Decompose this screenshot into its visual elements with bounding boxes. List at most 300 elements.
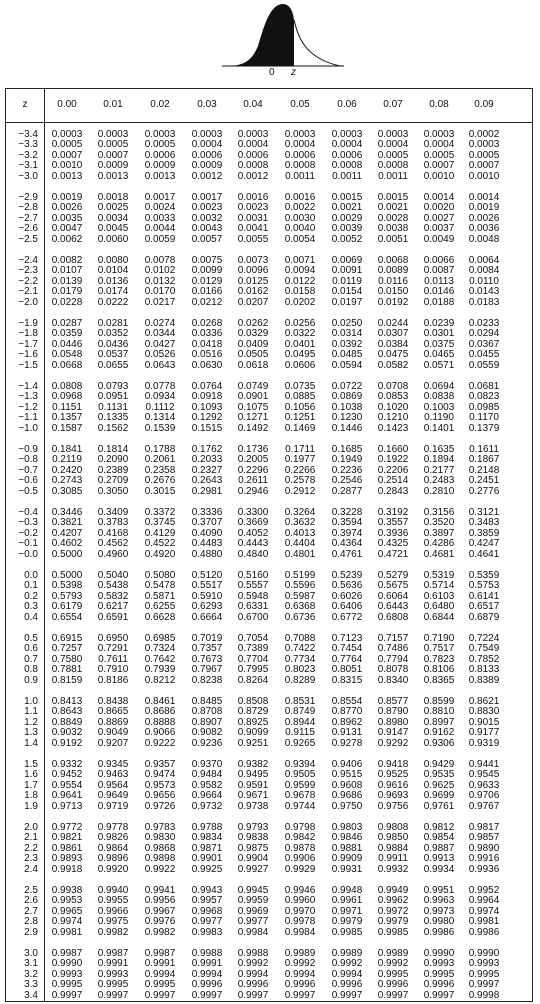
table-cell: 0.9991: [191, 958, 223, 970]
table-cell: 0.0013: [97, 170, 129, 182]
table-cell: 0.0146: [423, 286, 455, 298]
table-cell: 0.4801: [284, 548, 316, 560]
table-cell: 0.1379: [468, 422, 500, 434]
table-cell: 0.9633: [468, 779, 500, 791]
table-cell: 0.1492: [237, 422, 269, 434]
table-cell: 0.5987: [284, 590, 316, 602]
table-cell: 0.5948: [237, 590, 269, 602]
table-cell: 0.5359: [468, 570, 500, 581]
table-cell: 0.8686: [144, 706, 176, 718]
table-cell: 0.0004: [377, 139, 409, 151]
table-cell: 0.0002: [468, 129, 500, 140]
table-cell: 0.0166: [191, 286, 223, 298]
table-cell: 0.5319: [423, 570, 455, 581]
table-cell: 0.8849: [51, 716, 83, 728]
table-cell: 0.9997: [423, 989, 455, 1001]
table-cell: 0.9987: [144, 948, 176, 959]
table-cell: 0.6736: [284, 611, 316, 623]
table-cell: 0.9981: [51, 926, 83, 938]
curve-zero-label: 0: [269, 67, 275, 78]
table-cell: 0.9988: [237, 948, 269, 959]
table-cell: 0.8869: [97, 716, 129, 728]
table-cell: 0.0055: [237, 233, 269, 245]
table-cell: 0.9656: [144, 790, 176, 802]
table-cell: 0.8051: [331, 664, 363, 676]
table-cell: 0.0029: [331, 212, 363, 224]
table-cell: 0.9861: [51, 842, 83, 854]
table-cell: 0.4013: [284, 527, 316, 539]
row-z-label: 3.0: [24, 948, 38, 959]
table-cell: 0.2061: [144, 454, 176, 466]
table-cell: 0.8389: [468, 674, 500, 686]
table-cell: 0.0099: [191, 265, 223, 277]
table-cell: 0.4207: [51, 527, 83, 539]
table-cell: 0.4443: [237, 538, 269, 550]
table-cell: 0.0080: [97, 255, 129, 266]
table-cell: 0.8621: [468, 696, 500, 707]
table-cell: 0.7881: [51, 664, 83, 676]
table-cell: 0.9995: [468, 968, 500, 980]
table-cell: 0.0006: [237, 149, 269, 161]
table-cell: 0.0778: [144, 381, 176, 392]
table-cell: 0.0009: [144, 160, 176, 172]
table-cell: 0.0446: [51, 338, 83, 350]
table-cell: 0.9916: [468, 853, 500, 865]
table-cell: 0.0006: [144, 149, 176, 161]
table-cell: 0.4602: [51, 538, 83, 550]
table-cell: 0.9767: [468, 800, 500, 812]
table-cell: 0.0024: [144, 202, 176, 214]
table-cell: 0.9761: [423, 800, 455, 812]
table-cell: 0.0183: [468, 296, 500, 308]
table-cell: 0.9049: [97, 727, 129, 739]
table-cell: 0.0003: [191, 129, 223, 140]
table-cell: 0.9744: [284, 800, 316, 812]
table-cell: 0.9986: [423, 926, 455, 938]
table-cell: 0.3594: [331, 517, 363, 529]
row-z-label: 0.7: [24, 653, 38, 665]
table-cell: 0.2358: [144, 464, 176, 476]
table-cell: 0.9484: [191, 769, 223, 781]
table-cell: 0.0985: [468, 401, 500, 413]
table-cell: 0.0202: [284, 296, 316, 308]
table-cell: 0.0014: [468, 192, 500, 203]
table-cell: 0.9989: [284, 948, 316, 959]
table-cell: 0.8888: [144, 716, 176, 728]
table-cell: 0.4325: [377, 538, 409, 550]
table-cell: 0.0526: [144, 349, 176, 361]
table-cell: 0.2005: [237, 454, 269, 466]
table-cell: 0.6664: [191, 611, 223, 623]
table-cell: 0.9993: [468, 958, 500, 970]
table-cell: 0.0008: [331, 160, 363, 172]
table-cell: 0.6700: [237, 611, 269, 623]
table-cell: 0.9983: [191, 926, 223, 938]
table-cell: 0.0154: [331, 286, 363, 298]
table-cell: 0.0060: [97, 233, 129, 245]
table-cell: 0.0073: [237, 255, 269, 266]
row-z-label: 2.3: [24, 853, 38, 865]
table-cell: 0.4960: [97, 548, 129, 560]
table-cell: 0.0427: [144, 338, 176, 350]
row-z-label: 0.4: [24, 611, 38, 623]
table-cell: 0.8810: [423, 706, 455, 718]
row-z-label: −3.2: [18, 149, 38, 161]
row-z-label: 0.6: [24, 643, 38, 655]
table-cell: 0.2946: [237, 485, 269, 497]
table-cell: 0.0013: [144, 170, 176, 182]
table-cell: 0.9977: [237, 916, 269, 928]
table-cell: 0.0301: [423, 328, 455, 340]
table-cell: 0.1949: [331, 454, 363, 466]
table-cell: 0.1587: [51, 422, 83, 434]
table-cell: 0.7389: [237, 643, 269, 655]
table-cell: 0.6064: [377, 590, 409, 602]
table-cell: 0.9803: [331, 822, 363, 833]
table-cell: 0.9370: [191, 759, 223, 770]
row-z-label: −0.1: [18, 538, 38, 550]
row-z-label: 2.7: [24, 905, 38, 917]
table-cell: 0.6480: [423, 601, 455, 613]
table-cell: 0.1685: [331, 444, 363, 455]
table-cell: 0.9306: [423, 737, 455, 749]
table-cell: 0.0823: [468, 391, 500, 403]
table-cell: 0.6141: [468, 590, 500, 602]
table-cell: 0.7704: [237, 653, 269, 665]
table-cell: 0.9713: [51, 800, 83, 812]
table-cell: 0.0010: [468, 170, 500, 182]
table-cell: 0.9956: [144, 895, 176, 907]
table-cell: 0.6293: [191, 601, 223, 613]
table-cell: 0.0485: [331, 349, 363, 361]
table-cell: 0.1446: [331, 422, 363, 434]
table-cell: 0.9997: [331, 989, 363, 1001]
table-cell: 0.0262: [237, 318, 269, 329]
table-cell: 0.0143: [468, 286, 500, 298]
table-cell: 0.0011: [285, 170, 315, 182]
table-cell: 0.3085: [51, 485, 83, 497]
header-z: z: [22, 99, 28, 110]
table-cell: 0.0043: [191, 223, 223, 235]
table-cell: 0.7088: [284, 633, 316, 644]
table-cell: 0.6591: [97, 611, 129, 623]
table-cell: 0.8997: [423, 716, 455, 728]
table-cell: 0.4641: [468, 548, 500, 560]
row-z-label: 2.8: [24, 916, 38, 928]
table-cell: 0.0004: [191, 139, 223, 151]
table-cell: 0.0008: [237, 160, 269, 172]
table-cell: 0.9278: [331, 737, 363, 749]
table-cell: 0.1894: [423, 454, 455, 466]
table-cell: 0.9693: [377, 790, 409, 802]
table-cell: 0.0094: [284, 265, 316, 277]
table-cell: 0.0011: [332, 170, 362, 182]
table-cell: 0.2483: [423, 475, 455, 487]
table-cell: 0.9115: [285, 727, 315, 739]
table-cell: 0.7734: [284, 653, 316, 665]
table-cell: 0.0008: [284, 160, 316, 172]
table-cell: 0.9980: [423, 916, 455, 928]
table-cell: 0.4880: [191, 548, 223, 560]
table-cell: 0.0005: [144, 139, 176, 151]
table-cell: 0.9788: [191, 822, 223, 833]
table-cell: 0.9997: [468, 979, 500, 991]
table-cell: 0.6026: [331, 590, 363, 602]
row-z-label: −1.1: [18, 412, 38, 424]
row-z-label: −3.3: [18, 139, 38, 151]
table-cell: 0.0102: [144, 265, 176, 277]
table-cell: 0.9996: [377, 979, 409, 991]
table-cell: 0.0096: [237, 265, 269, 277]
table-cell: 0.3228: [331, 507, 363, 518]
table-cell: 0.9940: [97, 885, 129, 896]
row-z-label: −0.9: [18, 444, 38, 455]
table-cell: 0.5398: [51, 580, 83, 592]
table-cell: 0.9938: [51, 885, 83, 896]
table-cell: 0.0006: [191, 149, 223, 161]
table-cell: 0.9960: [284, 895, 316, 907]
table-cell: 0.1736: [237, 444, 269, 455]
row-z-label: 3.1: [24, 958, 38, 970]
column-header: 0.07: [383, 99, 403, 110]
table-cell: 0.9616: [377, 779, 409, 791]
table-cell: 0.0344: [144, 328, 176, 340]
row-z-label: −2.4: [18, 255, 38, 266]
table-cell: 0.0037: [423, 223, 455, 235]
table-cell: 0.5871: [144, 590, 176, 602]
table-cell: 0.1020: [377, 401, 409, 413]
table-cell: 0.4052: [237, 527, 269, 539]
table-cell: 0.2810: [423, 485, 455, 497]
row-z-label: 2.0: [24, 822, 38, 833]
row-z-label: −3.1: [18, 160, 38, 172]
table-cell: 0.0537: [97, 349, 129, 361]
row-z-label: 1.5: [24, 759, 38, 770]
table-cell: 0.0019: [51, 192, 83, 203]
table-cell: 0.9931: [331, 863, 363, 875]
table-cell: 0.1251: [284, 412, 316, 424]
table-cell: 0.3936: [377, 527, 409, 539]
table-cell: 0.0003: [51, 129, 83, 140]
table-cell: 0.0250: [331, 318, 363, 329]
table-cell: 0.9904: [237, 853, 269, 865]
column-header: 0.06: [337, 99, 357, 110]
row-z-label: −2.8: [18, 202, 38, 214]
table-cell: 0.0455: [468, 349, 500, 361]
table-cell: 0.0011: [378, 170, 408, 182]
table-cell: 0.9177: [468, 727, 500, 739]
table-cell: 0.0655: [97, 359, 129, 371]
table-cell: 0.9868: [144, 842, 176, 854]
table-cell: 0.9984: [237, 926, 269, 938]
table-cell: 0.9990: [468, 948, 500, 959]
table-cell: 0.0307: [377, 328, 409, 340]
row-z-label: 2.2: [24, 842, 38, 854]
table-cell: 0.9686: [331, 790, 363, 802]
table-cell: 0.9463: [97, 769, 129, 781]
table-cell: 0.0028: [377, 212, 409, 224]
table-cell: 0.8925: [237, 716, 269, 728]
table-cell: 0.2843: [377, 485, 409, 497]
row-z-label: 1.3: [24, 727, 38, 739]
table-cell: 0.6103: [423, 590, 455, 602]
table-cell: 0.0384: [377, 338, 409, 350]
table-cell: 0.9319: [468, 737, 500, 749]
table-cell: 0.0274: [144, 318, 176, 329]
table-cell: 0.7422: [284, 643, 316, 655]
table-cell: 0.8106: [423, 664, 455, 676]
shaded-area: [226, 4, 294, 66]
row-z-label: −3.0: [18, 170, 38, 182]
table-cell: 0.8830: [468, 706, 500, 718]
table-cell: 0.9987: [97, 948, 129, 959]
table-cell: 0.9988: [191, 948, 223, 959]
table-cell: 0.0630: [191, 359, 223, 371]
table-cell: 0.3264: [284, 507, 316, 518]
table-cell: 0.9994: [237, 968, 269, 980]
table-cell: 0.7324: [144, 643, 176, 655]
table-cell: 0.4247: [468, 538, 500, 550]
table-cell: 0.5080: [144, 570, 176, 581]
table-cell: 0.1423: [377, 422, 409, 434]
table-cell: 0.9394: [284, 759, 316, 770]
table-cell: 0.9934: [423, 863, 455, 875]
table-cell: 0.9995: [423, 968, 455, 980]
table-cell: 0.0287: [51, 318, 83, 329]
table-cell: 0.9732: [191, 800, 223, 812]
table-cell: 0.9756: [377, 800, 409, 812]
row-z-label: −1.0: [18, 422, 38, 434]
table-cell: 0.9671: [237, 790, 269, 802]
table-cell: 0.9842: [284, 832, 316, 844]
table-cell: 0.4840: [237, 548, 269, 560]
table-cell: 0.5438: [97, 580, 129, 592]
table-cell: 0.9968: [191, 905, 223, 917]
table-cell: 0.0139: [51, 275, 83, 287]
table-cell: 0.0268: [191, 318, 223, 329]
z-table: [5, 88, 533, 1002]
table-cell: 0.2776: [468, 485, 500, 497]
table-cell: 0.9678: [284, 790, 316, 802]
table-cell: 0.7673: [191, 653, 223, 665]
table-cell: 0.9989: [377, 948, 409, 959]
table-cell: 0.1611: [469, 444, 499, 455]
table-cell: 0.5557: [237, 580, 269, 592]
table-cell: 0.8531: [284, 696, 316, 707]
table-cell: 0.3783: [97, 517, 129, 529]
table-cell: 0.2236: [331, 464, 363, 476]
row-z-label: −2.3: [18, 265, 38, 277]
table-cell: 0.0314: [331, 328, 363, 340]
row-z-label: −0.0: [18, 548, 38, 560]
table-cell: 0.0418: [191, 338, 223, 350]
row-z-label: 1.8: [24, 790, 38, 802]
table-cell: 0.0934: [144, 391, 176, 403]
table-cell: 0.0003: [331, 129, 363, 140]
table-cell: 0.5793: [51, 590, 83, 602]
table-cell: 0.9147: [377, 727, 409, 739]
table-cell: 0.6255: [144, 601, 176, 613]
table-cell: 0.9964: [468, 895, 500, 907]
table-cell: 0.3300: [237, 507, 269, 518]
row-z-label: 1.4: [24, 737, 38, 749]
row-z-label: 0.9: [24, 674, 38, 686]
row-z-label: −2.2: [18, 275, 38, 287]
table-cell: 0.9854: [423, 832, 455, 844]
table-cell: 0.2611: [238, 475, 268, 487]
table-cell: 0.4681: [423, 548, 455, 560]
table-cell: 0.0007: [51, 149, 83, 161]
table-cell: 0.0116: [378, 275, 408, 287]
table-cell: 0.9236: [191, 737, 223, 749]
table-cell: 0.9974: [468, 905, 500, 917]
table-cell: 0.9884: [377, 842, 409, 854]
table-cell: 0.9981: [468, 916, 500, 928]
table-cell: 0.9608: [331, 779, 363, 791]
table-cell: 0.2090: [97, 454, 129, 466]
table-cell: 0.9997: [144, 989, 176, 1001]
table-cell: 0.9994: [331, 968, 363, 980]
table-cell: 0.8790: [377, 706, 409, 718]
table-cell: 0.0170: [144, 286, 176, 298]
table-cell: 0.3156: [423, 507, 455, 518]
table-cell: 0.0003: [97, 129, 129, 140]
table-cell: 0.0136: [97, 275, 129, 287]
table-cell: 0.8078: [377, 664, 409, 676]
table-cell: 0.9992: [284, 958, 316, 970]
table-cell: 0.0009: [97, 160, 129, 172]
table-cell: 0.0003: [237, 129, 269, 140]
table-cell: 0.5675: [377, 580, 409, 592]
table-cell: 0.0107: [51, 265, 83, 277]
table-cell: 0.0014: [423, 192, 455, 203]
table-cell: 0.0132: [144, 275, 176, 287]
row-z-label: 0.8: [24, 664, 38, 676]
table-cell: 0.7580: [51, 653, 83, 665]
table-cell: 0.0004: [331, 139, 363, 151]
table-cell: 0.9345: [97, 759, 129, 770]
table-cell: 0.9994: [144, 968, 176, 980]
table-cell: 0.0367: [468, 338, 500, 350]
table-cell: 0.9973: [423, 905, 455, 917]
table-cell: 0.6808: [377, 611, 409, 623]
table-cell: 0.0281: [97, 318, 129, 329]
table-cell: 0.6517: [468, 601, 500, 613]
table-cell: 0.0005: [51, 139, 83, 151]
column-header: 0.02: [150, 99, 170, 110]
table-cell: 0.9525: [377, 769, 409, 781]
table-cell: 0.9906: [284, 853, 316, 865]
table-cell: 0.0113: [424, 275, 454, 287]
table-cell: 0.3121: [468, 507, 500, 518]
table-cell: 0.9545: [468, 769, 500, 781]
table-cell: 0.9997: [51, 989, 83, 1001]
table-cell: 0.9972: [377, 905, 409, 917]
table-cell: 0.0032: [191, 212, 223, 224]
table-cell: 0.9952: [468, 885, 500, 896]
table-cell: 0.7486: [377, 643, 409, 655]
table-cell: 0.0049: [423, 233, 455, 245]
row-z-label: 3.3: [24, 979, 38, 991]
table-cell: 0.7642: [144, 653, 176, 665]
table-cell: 0.8643: [51, 706, 83, 718]
table-cell: 0.8159: [51, 674, 83, 686]
table-cell: 0.9772: [51, 822, 83, 833]
table-cell: 0.9909: [331, 853, 363, 865]
table-cell: 0.1151: [52, 401, 82, 413]
table-cell: 0.8577: [377, 696, 409, 707]
table-cell: 0.0162: [237, 286, 269, 298]
